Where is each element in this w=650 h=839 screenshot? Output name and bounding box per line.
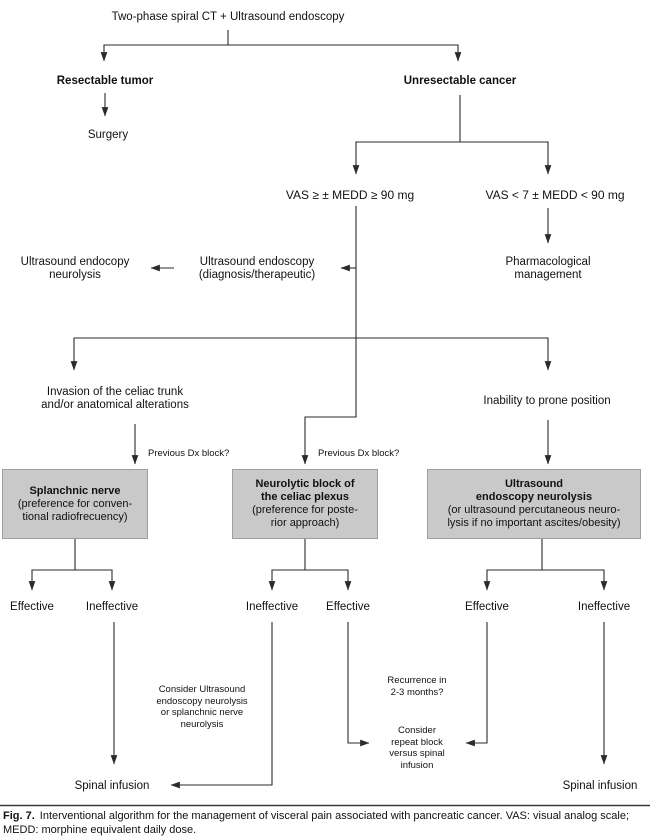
- node-ultrasound-endoscopy-diagnostic: Ultrasound endoscopy (diagnosis/therapeutic): [198, 256, 316, 281]
- connector-wide-split-left: [74, 338, 356, 370]
- node-resectable-tumor: Resectable tumor: [56, 75, 154, 87]
- connector-middle-fork-effective: [305, 570, 348, 590]
- connector-middle-effective-to-repeat: [348, 622, 369, 743]
- connector-right-fork-effective: [487, 570, 542, 590]
- node-unresectable-cancer: Unresectable cancer: [403, 75, 517, 87]
- label-ineffective-middle: Ineffective: [245, 601, 299, 613]
- label-ineffective-right: Ineffective: [577, 601, 631, 613]
- connector-middle-fork-ineffective: [272, 570, 305, 590]
- connector-title-to-resectable: [104, 45, 228, 61]
- node-ct-ultrasound-endoscopy: Two-phase spiral CT + Ultrasound endoscopy: [111, 11, 345, 23]
- note-consider-repeat-block: Consider repeat block versus spinal infusion: [389, 725, 445, 771]
- label-previous-dx-block-middle: Previous Dx block?: [318, 448, 400, 459]
- connector-title-to-unresectable: [228, 45, 458, 61]
- node-vas-low-medd: VAS < 7 ± MEDD < 90 mg: [485, 188, 625, 202]
- node-spinal-infusion-right: Spinal infusion: [562, 780, 638, 792]
- connector-vas-high-trunk: [305, 206, 356, 464]
- box-neurolytic-celiac-plexus: Neurolytic block of the celiac plexus (preference for poste- rior approach): [232, 469, 378, 539]
- node-celiac-trunk-invasion: Invasion of the celiac trunk and/or anatomical alterations: [41, 386, 189, 411]
- connector-left-fork-ineffective: [75, 570, 112, 590]
- label-effective-right: Effective: [465, 601, 509, 613]
- figure-caption: [3, 810, 647, 837]
- figure-caption-label: Fig. 7.: [3, 810, 35, 822]
- node-inability-to-prone: Inability to prone position: [483, 395, 611, 407]
- box-ultrasound-endoscopy-neurolysis: Ultrasound endoscopy neurolysis (or ultrasound percutaneous neuro- lysis if no important ascites/obesity): [427, 469, 641, 539]
- node-pharmacological-management: Pharmacological management: [505, 256, 591, 281]
- connector-to-vas-low: [460, 142, 548, 174]
- connector-right-effective-to-repeat: [466, 622, 487, 743]
- figure-caption-text: Interventional algorithm for the management of visceral pain associated with pancreatic cancer. VAS: visual analog scale; MEDD: morphine equivalent daily dose.: [3, 810, 630, 836]
- label-ineffective-left: Ineffective: [85, 601, 139, 613]
- label-effective-middle: Effective: [326, 601, 370, 613]
- note-recurrence-2-3-months: Recurrence in 2-3 months?: [387, 675, 447, 698]
- label-previous-dx-block-left: Previous Dx block?: [148, 448, 230, 459]
- note-consider-ultrasound-neurolysis: Consider Ultrasound endoscopy neurolysis or splanchnic nerve neurolysis: [156, 684, 248, 730]
- connector-to-vas-high: [356, 142, 460, 174]
- label-effective-left: Effective: [10, 601, 54, 613]
- node-spinal-infusion-left: Spinal infusion: [74, 780, 150, 792]
- node-surgery: Surgery: [87, 129, 129, 141]
- connector-wide-split-right: [356, 338, 548, 370]
- node-vas-high-medd: VAS ≥ ± MEDD ≥ 90 mg: [285, 188, 415, 202]
- connector-right-fork-ineffective: [542, 570, 604, 590]
- connector-left-fork-effective: [32, 570, 75, 590]
- box-splanchnic-nerve: Splanchnic nerve (preference for conven- tional radiofrecuency): [2, 469, 148, 539]
- node-ultrasound-endoscopy-neurolysis: Ultrasound endocopy neurolysis: [20, 256, 130, 281]
